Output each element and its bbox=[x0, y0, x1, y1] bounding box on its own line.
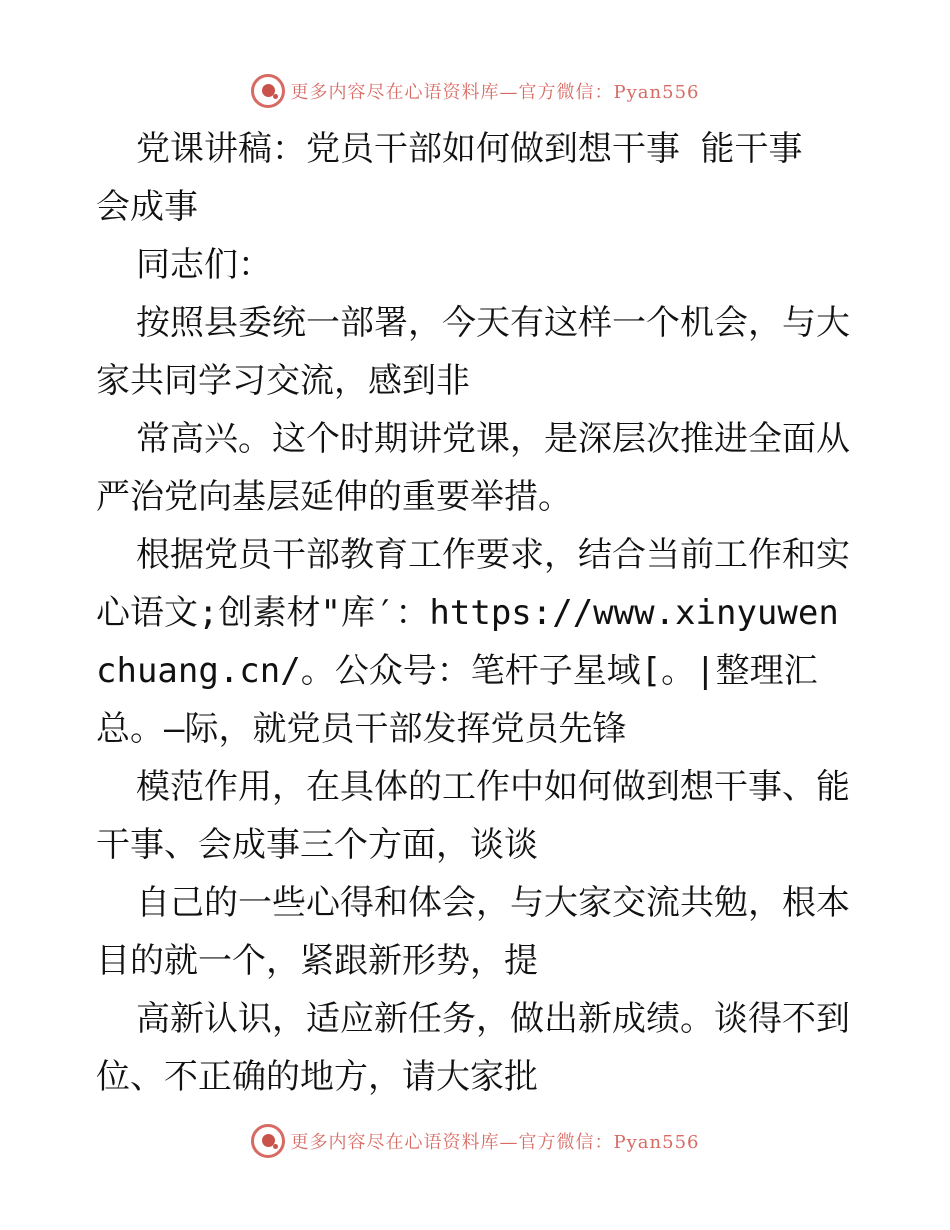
paragraph: 模范作用，在具体的工作中如何做到想干事、能干事、会成事三个方面，谈谈 bbox=[96, 767, 850, 865]
paragraph: 根据党员干部教育工作要求，结合当前工作和实心语文;创素材"库′：https://www.xinyuwenchuang.cn/。公众号：笔杆子星域[。|整理汇总。—际，就党员干部发挥党员先锋 bbox=[96, 535, 850, 749]
document-body bbox=[96, 120, 856, 1106]
library-logo-icon bbox=[251, 1124, 285, 1158]
footer-watermark-banner bbox=[0, 1124, 950, 1158]
paragraph: 自己的一些心得和体会，与大家交流共勉，根本目的就一个，紧跟新形势，提 bbox=[96, 883, 850, 981]
paragraph: 高新认识，适应新任务，做出新成绩。谈得不到位、不正确的地方，请大家批 bbox=[96, 999, 850, 1097]
paragraph: 常高兴。这个时期讲党课，是深层次推进全面从严治党向基层延伸的重要举措。 bbox=[96, 419, 850, 517]
paragraph: 按照县委统一部署，今天有这样一个机会，与大家共同学习交流，感到非 bbox=[96, 303, 850, 401]
library-logo-icon bbox=[251, 74, 285, 108]
footer-banner-text: 更多内容尽在心语资料库—官方微信：Pyan556 bbox=[290, 1132, 700, 1153]
document-title: 党课讲稿：党员干部如何做到想干事 能干事 会成事 bbox=[96, 129, 823, 227]
salutation: 同志们： bbox=[136, 245, 272, 285]
header-banner-text: 更多内容尽在心语资料库—官方微信：Pyan556 bbox=[290, 82, 700, 103]
header-watermark-banner bbox=[0, 74, 950, 108]
